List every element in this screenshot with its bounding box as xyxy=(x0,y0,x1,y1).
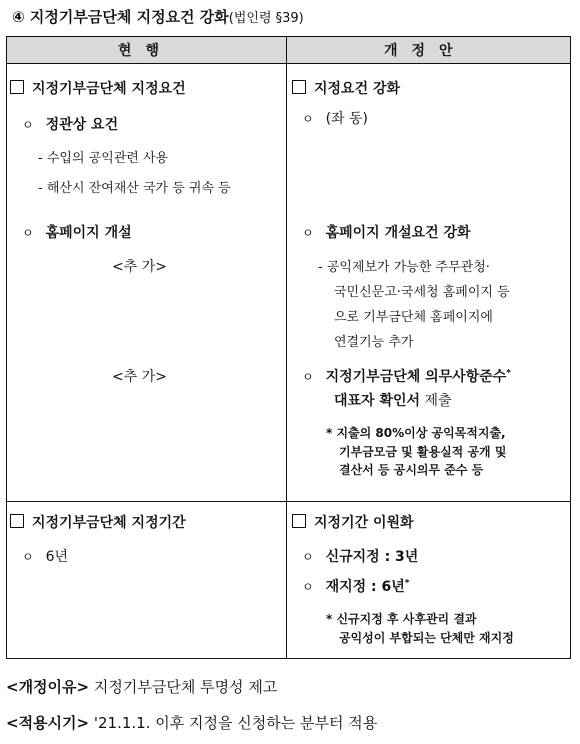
proposed-same xyxy=(302,108,368,128)
proposed-obligation-submit: 제출 xyxy=(420,393,452,409)
current-item-articles xyxy=(22,114,118,134)
current-item-articles-label: 정관상 요건 xyxy=(45,117,119,133)
proposed-item-homepage xyxy=(302,222,471,242)
current-section2-label: 지정기부금단체 지정기간 xyxy=(32,515,186,531)
proposed-obligation-line1: 지정기부금단체 의무사항준수 xyxy=(325,369,507,385)
effective-date-text: '21.1.1. 이후 지정을 신청하는 분부터 적용 xyxy=(89,714,378,732)
proposed-homepage-line2: 국민신문고·국세청 홈페이지 등 xyxy=(334,285,510,300)
circle-bullet-icon: ㅇ xyxy=(302,580,314,594)
proposed-item-obligation xyxy=(302,366,511,386)
proposed-note2-line2: 공익성이 부합되는 단체만 재지정 xyxy=(339,630,514,645)
footnote-star-icon: * xyxy=(506,368,511,379)
proposed-new-period xyxy=(302,546,418,566)
page-title xyxy=(12,6,304,27)
proposed-new-period-label: 신규지정 : 3년 xyxy=(325,549,419,565)
effective-date-label: <적용시기> xyxy=(6,714,90,732)
proposed-same-label: (좌 동) xyxy=(325,111,369,127)
circle-bullet-icon: ㅇ xyxy=(302,370,314,384)
circle-bullet-icon: ㅇ xyxy=(22,118,34,132)
checkbox-square-icon xyxy=(10,80,24,94)
proposed-note1-line3: 결산서 등 공시의무 준수 등 xyxy=(339,463,484,478)
proposed-note1-line2: 기부금모금 및 활용실적 공개 및 xyxy=(339,444,507,459)
title-main: ④ 지정기부금단체 지정요건 강화 xyxy=(12,8,229,26)
proposed-section2-heading xyxy=(292,512,414,532)
proposed-re-period xyxy=(302,576,410,596)
proposed-section2-label: 지정기간 이원화 xyxy=(314,515,414,531)
current-articles-sub1: - 수입의 공익관련 사용 xyxy=(38,151,169,166)
circle-bullet-icon: ㅇ xyxy=(302,112,314,126)
checkbox-square-icon xyxy=(292,514,306,528)
proposed-obligation-line2 xyxy=(334,390,452,410)
current-section2-heading xyxy=(10,512,186,532)
circle-bullet-icon: ㅇ xyxy=(22,226,34,240)
reason-line xyxy=(6,676,277,697)
proposed-section1-label: 지정요건 강화 xyxy=(314,81,401,97)
proposed-homepage-line1: - 공익제보가 가능한 주무관청· xyxy=(318,260,490,275)
effective-date-line xyxy=(6,712,377,733)
circle-bullet-icon: ㅇ xyxy=(22,550,34,564)
proposed-homepage-line4: 연결기능 추가 xyxy=(334,335,414,350)
current-add-2: <추 가> xyxy=(112,369,167,385)
proposed-note2 xyxy=(326,610,514,647)
current-section1-label: 지정기부금단체 지정요건 xyxy=(32,81,186,97)
proposed-item-homepage-label: 홈페이지 개설요건 강화 xyxy=(325,225,471,241)
proposed-note1 xyxy=(326,424,506,480)
current-articles-sub2: - 해산시 잔여재산 국가 등 귀속 등 xyxy=(38,181,231,196)
column-header-current: 현행 xyxy=(118,43,174,59)
proposed-homepage-line3: 으로 기부금단체 홈페이지에 xyxy=(334,310,493,325)
section-divider xyxy=(6,501,571,502)
current-period xyxy=(22,546,68,566)
title-ref: (법인령 §39) xyxy=(228,11,304,26)
proposed-section1-heading xyxy=(292,78,400,98)
current-item-homepage-label: 홈페이지 개설 xyxy=(45,225,132,241)
circle-bullet-icon: ㅇ xyxy=(302,226,314,240)
current-item-homepage xyxy=(22,222,132,242)
reason-text: 지정기부금단체 투명성 제고 xyxy=(89,678,278,696)
header-divider xyxy=(6,63,571,64)
checkbox-square-icon xyxy=(292,80,306,94)
current-add-1: <추 가> xyxy=(112,259,167,275)
current-period-value: 6년 xyxy=(45,549,69,565)
footnote-star-icon: * xyxy=(404,578,410,589)
circle-bullet-icon: ㅇ xyxy=(302,550,314,564)
reason-label: <개정이유> xyxy=(6,678,90,696)
proposed-note1-line1: * 지출의 80%이상 공익목적지출, xyxy=(326,426,506,440)
current-section1-heading xyxy=(10,78,186,98)
proposed-note2-line1: * 신규지정 후 사후관리 결과 xyxy=(326,612,477,626)
column-header-proposed: 개정안 xyxy=(384,43,467,59)
checkbox-square-icon xyxy=(10,514,24,528)
proposed-re-period-label: 재지정 : 6년 xyxy=(325,579,405,595)
column-divider xyxy=(286,36,287,659)
proposed-obligation-confirm: 대표자 확인서 xyxy=(334,393,421,409)
